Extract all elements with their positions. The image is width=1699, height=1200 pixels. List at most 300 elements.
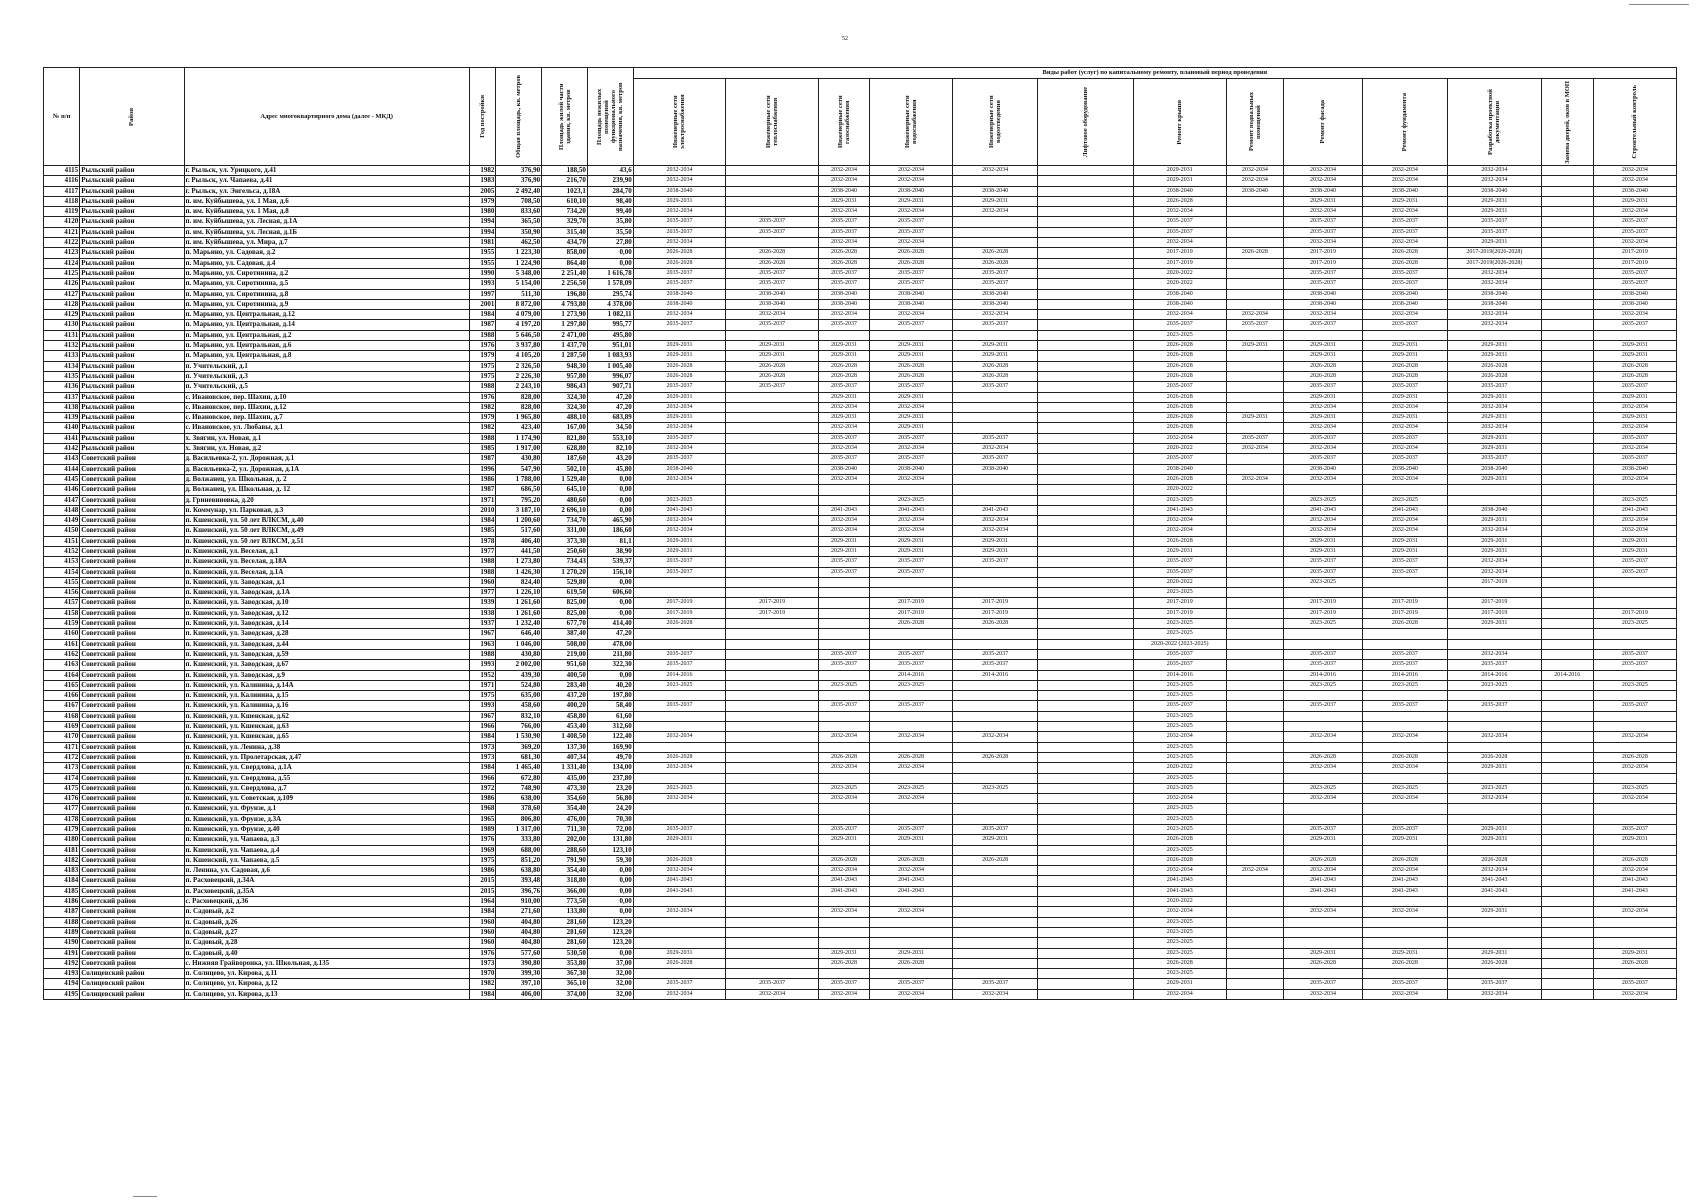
table-cell: 2032-2034 [633, 423, 726, 433]
table-cell [1541, 588, 1593, 598]
table-cell: 56,80 [587, 794, 633, 804]
table-cell: 2026-2028 [870, 752, 953, 762]
table-cell [726, 783, 819, 793]
table-cell [953, 227, 1038, 237]
table-cell: 2023-2025 [1133, 619, 1226, 629]
table-cell: 2032-2034 [1362, 989, 1447, 999]
table-cell [1593, 577, 1676, 587]
table-cell: 2035-2037 [633, 649, 726, 659]
table-cell: 2032-2034 [1284, 238, 1363, 248]
table-cell: 72,00 [587, 825, 633, 835]
table-cell: 2032-2034 [953, 444, 1038, 454]
table-cell: п. Кшенский, ул. Фрунзе, д.40 [184, 825, 469, 835]
table-cell: 2020-2022 [1133, 577, 1226, 587]
table-cell: 2026-2028 [818, 361, 869, 371]
table-cell: 2035-2037 [953, 649, 1038, 659]
table-cell: 2035-2037 [1593, 454, 1676, 464]
table-cell: 387,40 [542, 629, 588, 639]
table-cell [1226, 722, 1283, 732]
table-cell [870, 722, 953, 732]
table-cell: 2038-2040 [1593, 186, 1676, 196]
table-cell: 2035-2037 [1362, 701, 1447, 711]
table-cell: 2032-2034 [818, 989, 869, 999]
table-cell: 2026-2028 [726, 371, 819, 381]
table-cell: 2032-2034 [1284, 866, 1363, 876]
table-cell: 4168 [44, 711, 80, 721]
table-cell: 2026-2028 [870, 361, 953, 371]
table-cell [726, 444, 819, 454]
table-cell: 2038-2040 [633, 186, 726, 196]
table-cell: 2026-2028 [1593, 958, 1676, 968]
table-cell: 2023-2025 [1133, 752, 1226, 762]
table-cell [633, 927, 726, 937]
table-cell: 219,00 [542, 649, 588, 659]
table-cell: 2029-2031 [953, 196, 1038, 206]
table-cell [1541, 505, 1593, 515]
table-cell: 2032-2034 [633, 474, 726, 484]
table-cell: 333,80 [496, 835, 542, 845]
table-cell: 2026-2028 [1133, 351, 1226, 361]
table-cell: г. Рыльск, ул. Урицкого, д.41 [184, 166, 469, 176]
table-cell: 2023-2025 [633, 495, 726, 505]
table-cell: 4126 [44, 279, 80, 289]
table-cell [1541, 938, 1593, 948]
table-cell: 1994 [469, 227, 496, 237]
table-cell [1541, 763, 1593, 773]
table-cell: 2029-2031 [1284, 546, 1363, 556]
table-cell: 407,34 [542, 752, 588, 762]
table-cell [1284, 691, 1363, 701]
table-cell: 2038-2040 [1133, 299, 1226, 309]
table-cell: 4189 [44, 927, 80, 937]
table-cell: 2029-2031 [1448, 341, 1542, 351]
table-row [44, 371, 1677, 381]
table-cell: 1993 [469, 701, 496, 711]
table-cell: 2017-2019 [1593, 248, 1676, 258]
table-cell: Советский район [80, 711, 184, 721]
table-row [44, 804, 1677, 814]
table-cell: п. Кшенский, ул. Калинина, д.14А [184, 680, 469, 690]
table-cell: 2014-2016 [633, 670, 726, 680]
table-cell: Рыльский район [80, 166, 184, 176]
table-cell: 4156 [44, 588, 80, 598]
table-cell: 2032-2034 [726, 310, 819, 320]
table-row [44, 258, 1677, 268]
table-cell: 281,60 [542, 927, 588, 937]
table-cell: 2038-2040 [1284, 299, 1363, 309]
table-cell [1541, 361, 1593, 371]
table-cell [1226, 639, 1283, 649]
table-cell [1541, 392, 1593, 402]
table-cell: 2032-2034 [1448, 423, 1542, 433]
table-cell: 2032-2034 [1362, 763, 1447, 773]
table-cell [1284, 927, 1363, 937]
table-cell: 2035-2037 [633, 454, 726, 464]
table-cell [726, 927, 819, 937]
table-cell: 134,00 [587, 763, 633, 773]
header-nonres-area: Площадь нежилых помещений функционального назначения, кв. метров [587, 68, 633, 166]
table-cell: 2023-2025 [633, 680, 726, 690]
table-cell: 2029-2031 [870, 546, 953, 556]
table-cell [818, 722, 869, 732]
table-cell: 2035-2037 [1284, 268, 1363, 278]
table-cell [1541, 166, 1593, 176]
table-cell: 2038-2040 [1226, 186, 1283, 196]
table-cell: 2032-2034 [870, 166, 953, 176]
table-cell: 2032-2034 [953, 310, 1038, 320]
table-cell: 2023-2025 [1593, 783, 1676, 793]
table-cell: Советский район [80, 485, 184, 495]
table-cell: 2023-2025 [1362, 680, 1447, 690]
table-cell: 2032-2034 [1362, 423, 1447, 433]
table-cell: 1993 [469, 660, 496, 670]
table-cell: 404,80 [496, 938, 542, 948]
table-cell: 2026-2028 [633, 258, 726, 268]
table-cell: 2035-2037 [726, 979, 819, 989]
table-cell: 2035-2037 [870, 268, 953, 278]
table-cell [726, 680, 819, 690]
table-cell [633, 485, 726, 495]
table-cell [1226, 711, 1283, 721]
table-cell: 619,50 [542, 588, 588, 598]
table-cell: 0,00 [587, 866, 633, 876]
table-cell: 2029-2031 [726, 341, 819, 351]
table-cell: 4125 [44, 268, 80, 278]
table-cell [1362, 711, 1447, 721]
table-cell: 825,00 [542, 598, 588, 608]
table-cell: 1 223,30 [496, 248, 542, 258]
table-row [44, 927, 1677, 937]
table-cell: 1 437,70 [542, 341, 588, 351]
table-cell: 2 243,10 [496, 382, 542, 392]
table-cell: 4149 [44, 516, 80, 526]
table-cell: 2041-2043 [633, 505, 726, 515]
table-cell: п. Кшенский, ул. Веселая, д.1А [184, 567, 469, 577]
table-cell [726, 186, 819, 196]
table-row [44, 660, 1677, 670]
table-cell: 43,20 [587, 454, 633, 464]
table-cell: с. Ивановское, пер. Шахин, д.12 [184, 402, 469, 412]
table-row [44, 382, 1677, 392]
table-cell: 2026-2028 [1284, 855, 1363, 865]
table-cell: 2035-2037 [870, 701, 953, 711]
table-cell: 2032-2034 [1133, 989, 1226, 999]
table-cell: 986,43 [542, 382, 588, 392]
table-cell [1038, 186, 1134, 196]
table-cell: 4 793,80 [542, 299, 588, 309]
table-row [44, 413, 1677, 423]
table-cell [1226, 505, 1283, 515]
table-cell [1448, 495, 1542, 505]
table-cell: 2035-2037 [818, 701, 869, 711]
table-cell [726, 454, 819, 464]
table-cell [1226, 516, 1283, 526]
table-cell: Советский район [80, 557, 184, 567]
table-cell: 2026-2028 [1133, 413, 1226, 423]
table-cell: 1987 [469, 320, 496, 330]
table-cell: 951,60 [542, 660, 588, 670]
table-cell [726, 876, 819, 886]
table-row [44, 423, 1677, 433]
table-cell: 4170 [44, 732, 80, 742]
table-cell: 2035-2037 [633, 660, 726, 670]
table-cell: п. им. Куйбышева, ул. 1 Мая, д.6 [184, 196, 469, 206]
table-cell: 2035-2037 [818, 279, 869, 289]
table-cell: 284,70 [587, 186, 633, 196]
table-cell: Советский район [80, 814, 184, 824]
table-cell: Рыльский район [80, 392, 184, 402]
table-cell: 2035-2037 [953, 433, 1038, 443]
table-cell: 2026-2028 [633, 619, 726, 629]
table-cell: 4128 [44, 299, 80, 309]
table-cell: 2014-2016 [1133, 670, 1226, 680]
table-cell: 2035-2037 [726, 279, 819, 289]
table-cell [1541, 413, 1593, 423]
table-cell: 4115 [44, 166, 80, 176]
table-cell: 1987 [469, 485, 496, 495]
table-cell: 0,00 [587, 670, 633, 680]
table-cell: 423,40 [496, 423, 542, 433]
table-cell: 1987 [469, 454, 496, 464]
table-cell: 2032-2034 [1362, 474, 1447, 484]
table-cell: Советский район [80, 958, 184, 968]
header-work-10: Разработка проектной документации [1448, 79, 1542, 166]
table-cell: 2023-2025 [1133, 938, 1226, 948]
table-cell [1038, 423, 1134, 433]
table-cell: 2026-2028 [633, 752, 726, 762]
table-cell [726, 516, 819, 526]
table-cell: 2029-2031 [953, 546, 1038, 556]
table-cell: 2032-2034 [633, 166, 726, 176]
table-cell [818, 917, 869, 927]
table-cell: 2035-2037 [1362, 660, 1447, 670]
table-cell [1038, 742, 1134, 752]
table-cell: 2032-2034 [1448, 402, 1542, 412]
table-cell [953, 938, 1038, 948]
table-cell: 2032-2034 [870, 794, 953, 804]
table-cell: 2035-2037 [870, 454, 953, 464]
table-cell: 2038-2040 [818, 186, 869, 196]
table-cell [1448, 588, 1542, 598]
table-cell [1541, 927, 1593, 937]
table-cell: 2026-2028 [1448, 958, 1542, 968]
table-cell: 1975 [469, 691, 496, 701]
table-cell: 1979 [469, 413, 496, 423]
table-cell [726, 207, 819, 217]
table-cell: 2023-2025 [818, 783, 869, 793]
table-cell [726, 639, 819, 649]
table-cell: 2023-2025 [1133, 814, 1226, 824]
table-row [44, 732, 1677, 742]
table-cell [633, 711, 726, 721]
table-cell: 1982 [469, 166, 496, 176]
table-cell: 2029-2031 [1593, 948, 1676, 958]
table-cell: 2029-2031 [633, 536, 726, 546]
table-cell [1541, 722, 1593, 732]
table-cell: 2023-2025 [1133, 330, 1226, 340]
table-cell [1038, 629, 1134, 639]
table-cell [1541, 814, 1593, 824]
table-cell: Рыльский район [80, 382, 184, 392]
table-cell: 766,00 [496, 722, 542, 732]
table-cell: 2035-2037 [1362, 279, 1447, 289]
table-cell: 0,00 [587, 608, 633, 618]
table-cell: 825,00 [542, 608, 588, 618]
table-cell: 2032-2034 [1226, 176, 1283, 186]
table-cell: 4116 [44, 176, 80, 186]
table-cell: 2014-2016 [1362, 670, 1447, 680]
table-cell: 2032-2034 [633, 763, 726, 773]
table-cell [726, 166, 819, 176]
table-cell: 37,00 [587, 958, 633, 968]
table-cell: 2023-2025 [1284, 783, 1363, 793]
table-cell: 2035-2037 [818, 825, 869, 835]
table-cell: 2029-2031 [818, 536, 869, 546]
table-cell: д. Волжанец, ул. Школьная, д. 2 [184, 474, 469, 484]
table-cell: 4129 [44, 310, 80, 320]
table-cell: 2035-2037 [1284, 279, 1363, 289]
table-cell: 1 261,60 [496, 608, 542, 618]
table-cell [1038, 567, 1134, 577]
table-cell [726, 835, 819, 845]
table-cell: 2026-2028 [818, 958, 869, 968]
table-cell [1038, 227, 1134, 237]
table-cell: 502,10 [542, 464, 588, 474]
table-cell: 2032-2034 [1133, 516, 1226, 526]
table-cell: 5 154,00 [496, 279, 542, 289]
table-cell [1226, 495, 1283, 505]
table-cell: 239,90 [587, 176, 633, 186]
table-cell: 2032-2034 [870, 526, 953, 536]
table-cell: 365,50 [496, 217, 542, 227]
table-cell [1226, 670, 1283, 680]
table-cell: Рыльский район [80, 423, 184, 433]
table-cell: 4 105,20 [496, 351, 542, 361]
table-cell [1226, 536, 1283, 546]
table-cell: 2041-2043 [818, 505, 869, 515]
table-cell: 2015 [469, 886, 496, 896]
table-cell: 1976 [469, 948, 496, 958]
table-cell: 2035-2037 [818, 557, 869, 567]
table-cell: Рыльский район [80, 413, 184, 423]
table-cell: 2 002,00 [496, 660, 542, 670]
table-cell: 2029-2031 [1593, 392, 1676, 402]
table-cell: 2001 [469, 299, 496, 309]
table-cell: д. Васильевка-2, ул. Дорожная, д.1 [184, 454, 469, 464]
table-cell: Советский район [80, 464, 184, 474]
table-cell [1038, 855, 1134, 865]
table-cell: 1023,1 [542, 186, 588, 196]
table-cell [1541, 289, 1593, 299]
table-cell: 2029-2031 [1362, 546, 1447, 556]
table-cell: Советский район [80, 454, 184, 464]
table-cell: 2035-2037 [1133, 454, 1226, 464]
table-cell [1448, 917, 1542, 927]
table-cell: 1993 [469, 279, 496, 289]
table-cell: 216,70 [542, 176, 588, 186]
table-cell: Советский район [80, 794, 184, 804]
table-cell: 2026-2028 [633, 855, 726, 865]
table-cell: с. Ивановское, пер. Шахин, д.10 [184, 392, 469, 402]
table-row [44, 557, 1677, 567]
table-cell: 1 224,90 [496, 258, 542, 268]
table-cell: 1 200,60 [496, 516, 542, 526]
table-cell [1362, 969, 1447, 979]
table-cell: 2032-2034 [1284, 907, 1363, 917]
table-cell: 2035-2037 [1362, 454, 1447, 464]
table-cell: Советский район [80, 660, 184, 670]
table-cell [1541, 516, 1593, 526]
table-cell: 4123 [44, 248, 80, 258]
table-cell: п. Садовый, д.28 [184, 938, 469, 948]
table-cell [870, 711, 953, 721]
table-cell: 2032-2034 [1284, 794, 1363, 804]
table-cell [1038, 217, 1134, 227]
table-cell: 2029-2031 [1284, 392, 1363, 402]
table-cell: 2017-2019 [953, 608, 1038, 618]
table-row [44, 680, 1677, 690]
table-row [44, 330, 1677, 340]
table-cell: 495,80 [587, 330, 633, 340]
table-cell [1226, 268, 1283, 278]
table-cell: 2032-2034 [633, 402, 726, 412]
table-cell: 2023-2025 [1593, 619, 1676, 629]
table-cell: 2029-2031 [1593, 196, 1676, 206]
table-cell: 2041-2043 [1133, 876, 1226, 886]
table-cell [953, 773, 1038, 783]
table-cell: 1965 [469, 814, 496, 824]
table-cell: п. Кшенский, ул. Веселая, д.1 [184, 546, 469, 556]
table-cell: 2035-2037 [1226, 433, 1283, 443]
table-cell: 1986 [469, 794, 496, 804]
table-cell: 4 378,00 [587, 299, 633, 309]
table-cell: 188,50 [542, 166, 588, 176]
table-cell: 0,00 [587, 248, 633, 258]
table-cell: 2035-2037 [1448, 227, 1542, 237]
table-cell: 4195 [44, 989, 80, 999]
table-cell [953, 680, 1038, 690]
table-cell: 2035-2037 [953, 557, 1038, 567]
table-cell: 2032-2034 [1133, 238, 1226, 248]
table-cell: 211,80 [587, 649, 633, 659]
table-cell: Рыльский район [80, 217, 184, 227]
table-cell: 2032-2034 [870, 907, 953, 917]
table-row [44, 876, 1677, 886]
table-cell: 1978 [469, 536, 496, 546]
table-cell [633, 330, 726, 340]
table-cell: 1984 [469, 732, 496, 742]
table-cell [1593, 598, 1676, 608]
table-cell: п. Учительский, д.3 [184, 371, 469, 381]
table-cell [726, 526, 819, 536]
table-cell: 2026-2028 [1362, 958, 1447, 968]
table-cell: 2032-2034 [1593, 176, 1676, 186]
table-cell: 1 965,80 [496, 413, 542, 423]
table-cell: 133,80 [542, 907, 588, 917]
table-cell: 2026-2028 [1133, 835, 1226, 845]
table-cell [1448, 927, 1542, 937]
table-cell: 202,00 [542, 835, 588, 845]
table-cell: 2029-2031 [1593, 835, 1676, 845]
table-cell: 4166 [44, 691, 80, 701]
table-cell: 4150 [44, 526, 80, 536]
table-cell: п. Кшенский, ул. 50 лет ВЛКСМ, д.49 [184, 526, 469, 536]
table-cell [1226, 825, 1283, 835]
table-cell [726, 474, 819, 484]
table-cell [1226, 701, 1283, 711]
table-cell: 1981 [469, 238, 496, 248]
table-cell [1038, 835, 1134, 845]
